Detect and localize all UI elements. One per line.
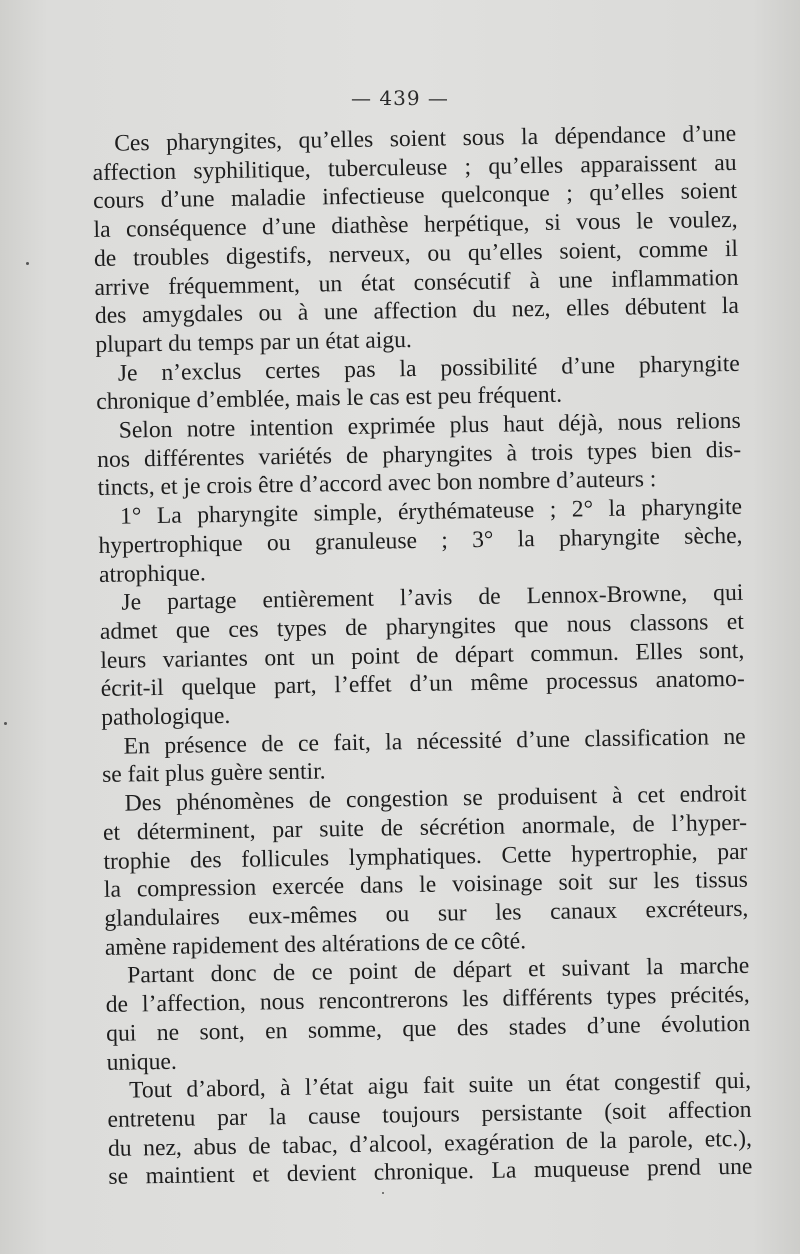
text-line: Je n’exclus certes pas la possibilité d’une pharyngite	[117, 350, 740, 387]
text-line: écrit-il quelque part, l’effet d’un même processus anatomo-	[100, 666, 745, 703]
text-line: atrophique.	[98, 559, 206, 588]
text-line: de l’affection, nous rencontrerons les différents types précités,	[105, 981, 750, 1018]
text-line: amène rapidement des altérations de ce côté.	[104, 927, 527, 961]
page-number: — 439 —	[351, 86, 449, 110]
paragraph	[99, 579, 745, 733]
text-line: entretenu par la cause toujours persistante (soit affection	[107, 1096, 752, 1133]
text-line: arrive fréquemment, un état consécutif à une inflammation	[94, 264, 739, 301]
paper-speck	[382, 1192, 384, 1194]
text-line: cours d’une maladie infectieuse quelconque ; qu’elles soient	[92, 178, 738, 215]
text-line: du nez, abus de tabac, d’alcool, exagération de la parole, etc.),	[107, 1125, 753, 1162]
paragraph	[92, 120, 740, 360]
paper-speck	[26, 262, 29, 265]
text-line: glandulaires eux-mêmes ou sur les canaux excréteurs,	[104, 895, 749, 932]
text-line: En présence de ce fait, la nécessité d’une classification ne	[123, 723, 746, 760]
text-line: qui ne sont, en somme, que des stades d’une évolution	[105, 1010, 751, 1047]
text-line: leurs variantes ont un point de départ commun. Elles sont,	[100, 637, 745, 674]
text-line: Ces pharyngites, qu’elles soient sous la dépendance d’une	[114, 120, 737, 157]
text-line: se fait plus guère sentir.	[101, 758, 326, 789]
text-line: hypertrophique ou granuleuse ; 3° la pharyngite sèche,	[98, 522, 743, 559]
paragraph	[105, 952, 751, 1077]
text-line: et déterminent, par suite de sécrétion anormale, de l’hyper-	[102, 809, 748, 846]
text-line: des amygdales ou à une affection du nez, elles débutent la	[94, 293, 740, 330]
text-line: se maintient et devient chronique. La muqueuse prend une	[108, 1154, 753, 1191]
text-line: affection syphilitique, tuberculeuse ; qu’elles apparaissent au	[92, 149, 737, 186]
text-line: Des phénomènes de congestion se produisent à cet endroit	[124, 780, 747, 817]
text-line: trophie des follicules lymphatiques. Cette hypertrophie, par	[103, 838, 748, 875]
paragraph	[102, 780, 749, 962]
text-line: Tout d’abord, à l’état aigu fait suite un état congestif qui,	[128, 1067, 752, 1104]
body-text	[92, 120, 753, 1192]
text-line: Partant donc de ce point de départ et suivant la marche	[127, 953, 750, 989]
text-line: nos différentes variétés de pharyngites à trois types bien dis-	[96, 436, 742, 473]
text-line: Je partage entièrement l’avis de Lennox-Browne, qui	[121, 580, 744, 616]
text-line: plupart du temps par un état aigu.	[95, 326, 413, 358]
paper-speck	[4, 722, 7, 725]
text-line: pathologique.	[101, 702, 231, 731]
paragraph	[107, 1067, 753, 1192]
text-line: la conséquence d’une diathèse herpétique, si vous le voulez,	[93, 206, 738, 244]
text-line: la compression exercée dans le voisinage soit sur les tissus	[103, 867, 749, 904]
text-line: 1° La pharyngite simple, érythémateuse ; 2° la pharyngite	[119, 493, 743, 530]
paragraph	[98, 493, 743, 589]
text-line: Selon notre intention exprimée plus haut déjà, nous relions	[118, 407, 741, 444]
paragraph	[97, 407, 742, 503]
text-line: tincts, et je crois être d’accord avec bon nombre d’auteurs :	[97, 466, 657, 502]
text-line: de troubles digestifs, nerveux, ou qu’elles soient, comme il	[93, 235, 739, 272]
paragraph	[101, 723, 746, 791]
text-line: admet que ces types de pharyngites que nous classons et	[99, 608, 745, 645]
text-line: unique.	[106, 1048, 177, 1076]
paragraph	[96, 349, 741, 417]
text-line: chronique d’emblée, mais le cas est peu fréquent.	[96, 381, 563, 416]
